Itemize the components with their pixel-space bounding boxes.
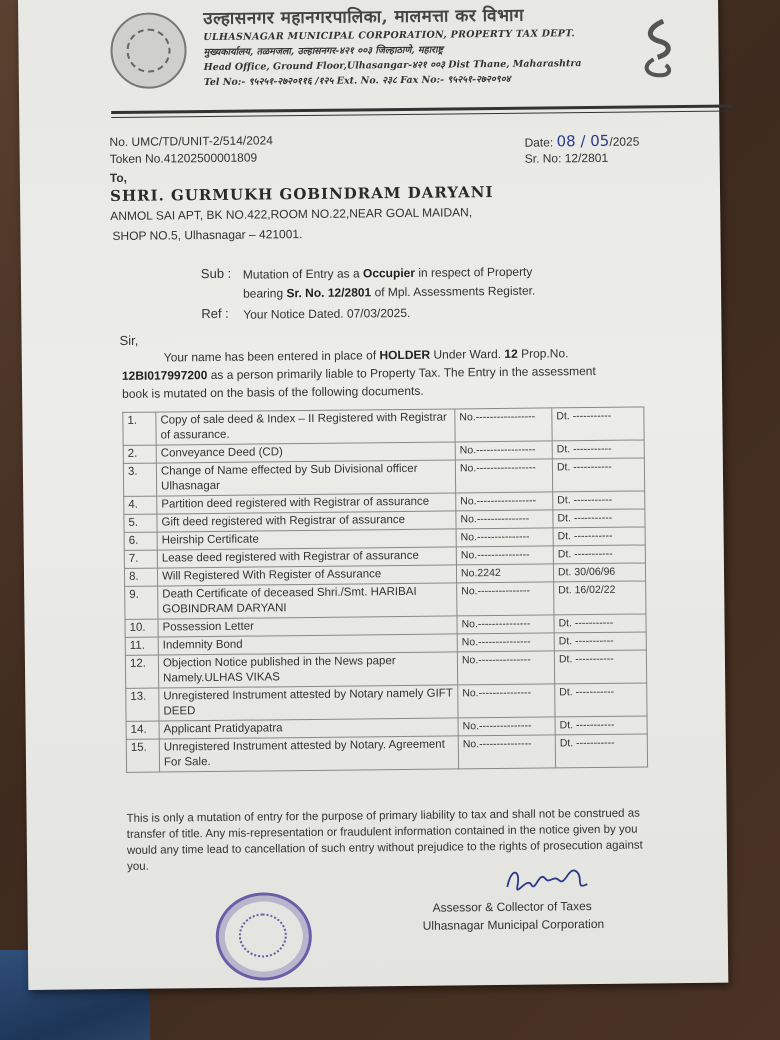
document-no: No.-----------------	[456, 492, 553, 511]
body-ward-label: Under Ward.	[430, 346, 505, 362]
date-year: /2025	[609, 134, 640, 149]
document-no: No.---------------	[457, 615, 554, 634]
subject-label: Sub :	[200, 265, 232, 282]
letterhead	[203, 2, 624, 88]
signatory-org: Ulhasnagar Municipal Corporation	[422, 916, 605, 933]
document-number: 8.	[124, 568, 157, 586]
reference-number: No. UMC/TD/UNIT-2/514/2024	[109, 133, 273, 150]
document-number: 3.	[123, 463, 156, 496]
document-date: Dt. -----------	[553, 527, 645, 546]
letterhead-title-marathi: उल्हासनगर महानगरपालिका, मालमत्ता कर विभाग	[203, 5, 525, 30]
document-row	[125, 581, 646, 619]
document-description: Unregistered Instrument attested by Notary namely GIFT DEED	[159, 685, 458, 721]
document-description: Objection Notice published in the News paper Namely.ULHAS VIKAS	[158, 652, 457, 688]
body-text-2: as a person primarily liable to Property Tax. The Entry in the assessment	[207, 363, 596, 383]
document-number: 1.	[123, 412, 156, 445]
date-label: Date:	[524, 135, 554, 150]
document-date: Dt. 30/06/96	[553, 563, 645, 582]
subject-sr-no: Sr. No. 12/2801	[286, 285, 372, 301]
document-number: 13.	[126, 688, 159, 721]
subject-line-2	[243, 284, 535, 301]
body-text-3: book is mutated on the basis of the following documents.	[122, 383, 424, 401]
document-number: 12.	[125, 655, 158, 688]
document-no: No.---------------	[456, 528, 553, 547]
document-date: Dt. 16/02/22	[554, 581, 646, 615]
addressee-name: SHRI. GURMUKH GOBINDRAM DARYANI	[109, 183, 494, 206]
document-no: No.---------------	[458, 684, 555, 718]
letterhead-phone: Tel No:- ९५२५१-२७२०११६ /१२५ Ext. No. २३८ Fax No:- ९५२५१-२७२०९०४	[203, 73, 511, 89]
document-date: Dt. -----------	[552, 440, 644, 459]
document-no: No.-----------------	[455, 441, 552, 460]
document-no: No.-----------------	[455, 408, 552, 442]
body-prop-label: Prop.No.	[517, 346, 569, 361]
corporation-emblem-icon	[110, 12, 187, 89]
document-row	[123, 407, 644, 445]
to-label: To,	[109, 170, 128, 186]
disclaimer: This is only a mutation of entry for the purpose of primary liability to tax and shall not be construed as transfer of title. Any mis-representation or fraudulent information contained in the notice given by you would any time lead to cancellation of such entry without prejudice to the rights of prosecution against you.	[126, 807, 643, 873]
department-logo-icon	[623, 13, 694, 94]
document-description: Indemnity Bond	[158, 634, 457, 655]
body-paragraph	[122, 343, 663, 403]
document-no: No.---------------	[458, 717, 555, 736]
document-date: Dt. -----------	[554, 650, 646, 684]
ref-label: Ref :	[201, 305, 229, 322]
document-date: Dt. -----------	[552, 407, 644, 441]
document-row	[126, 683, 647, 721]
document-no: No.---------------	[457, 633, 554, 652]
subject-text-cont: in respect of Property	[414, 264, 533, 280]
corporation-seal-stamp	[215, 892, 312, 981]
serial-number: Sr. No: 12/2801	[524, 150, 609, 166]
document-number: 10.	[125, 619, 158, 637]
document-description: Heirship Certificate	[157, 529, 456, 550]
document-no: No.2242	[456, 564, 553, 583]
documents-table	[122, 406, 648, 772]
addressee-line-2: SHOP NO.5, Ulhasnagar – 421001.	[112, 227, 303, 244]
document-number: 7.	[124, 550, 157, 568]
document-description: Lease deed registered with Registrar of assurance	[157, 547, 456, 568]
subject-occupier: Occupier	[362, 265, 416, 281]
document-date: Dt. -----------	[554, 614, 646, 633]
date-line	[524, 132, 639, 151]
document-description: Unregistered Instrument attested by Notary. Agreement For Sale.	[159, 736, 458, 772]
document-date: Dt. -----------	[552, 458, 644, 492]
token-number: Token No.41202500001809	[109, 150, 258, 167]
document-description: Partition deed registered with Registrar of assurance	[157, 493, 456, 514]
property-number: 12BI017997200	[121, 368, 208, 383]
document-number: 9.	[125, 586, 158, 619]
document-no: No.-----------------	[455, 459, 552, 493]
letterhead-title-english: ULHASNAGAR MUNICIPAL CORPORATION, PROPERTY TAX DEPT.	[203, 28, 576, 44]
document-date: Dt. -----------	[553, 491, 645, 510]
document-number: 2.	[123, 445, 156, 463]
document-date: Dt. -----------	[555, 716, 647, 735]
document-description: Change of Name effected by Sub Divisional officer Ulhasnagar	[156, 460, 455, 496]
letterhead-address-marathi: मुख्यकार्यालय, तळमजला, उल्हासनगर-४२१ ००३ जिल्हाठाणे, महाराष्ट्र	[203, 44, 444, 59]
salutation: Sir,	[119, 332, 139, 348]
document-number: 15.	[126, 739, 159, 772]
document-date: Dt. -----------	[554, 632, 646, 651]
ref-text: Your Notice Dated. 07/03/2025.	[243, 305, 411, 322]
document-number: 5.	[124, 514, 157, 532]
document-no: No.---------------	[456, 546, 553, 565]
body-ward-number: 12	[504, 346, 518, 361]
document-description: Conveyance Deed (CD)	[156, 442, 455, 463]
document-row	[123, 458, 644, 496]
document-row	[125, 650, 646, 688]
document-no: No.---------------	[458, 735, 555, 769]
document-number: 4.	[124, 496, 157, 514]
header-rule-thick	[111, 105, 731, 114]
signatory-title: Assessor & Collector of Taxes	[432, 899, 592, 915]
addressee-line-1: ANMOL SAI APT, BK NO.422,ROOM NO.22,NEAR GOAL MAIDAN,	[110, 205, 473, 224]
subject-text: Mutation of Entry as a	[242, 266, 364, 282]
document-number: 11.	[125, 637, 158, 655]
document-description: Will Registered With Register of Assurance	[157, 565, 456, 586]
document-description: Applicant Pratidyapatra	[159, 718, 458, 739]
body-holder: HOLDER	[379, 347, 431, 363]
document-date: Dt. -----------	[553, 509, 645, 528]
document-row	[126, 734, 647, 772]
document-description: Copy of sale deed & Index – II Registered with Registrar of assurance.	[156, 409, 455, 445]
document-date: Dt. -----------	[555, 683, 647, 717]
document-date: Dt. -----------	[553, 545, 645, 564]
date-handwritten: 08 / 05	[556, 131, 610, 151]
notice-document	[18, 0, 728, 990]
body-text-1: Your name has been entered in place of	[163, 348, 380, 365]
document-no: No.---------------	[456, 510, 553, 529]
letterhead-address-english: Head Office, Ground Floor,Ulhasangar-४२१ ००३ Dist Thane, Maharashtra	[203, 58, 582, 74]
document-number: 6.	[124, 532, 157, 550]
document-no: No.---------------	[457, 582, 554, 616]
document-date: Dt. -----------	[555, 734, 647, 768]
subject-text-2-cont: of Mpl. Assessments Register.	[371, 283, 536, 300]
document-description: Gift deed registered with Registrar of assurance	[157, 511, 456, 532]
subject-line-1	[243, 265, 533, 282]
document-no: No.---------------	[457, 651, 554, 685]
document-number: 14.	[126, 721, 159, 739]
document-description: Possession Letter	[158, 616, 457, 637]
document-description: Death Certificate of deceased Shri./Smt. HARIBAI GOBINDRAM DARYANI	[158, 583, 457, 619]
subject-text-2: bearing	[243, 286, 287, 301]
